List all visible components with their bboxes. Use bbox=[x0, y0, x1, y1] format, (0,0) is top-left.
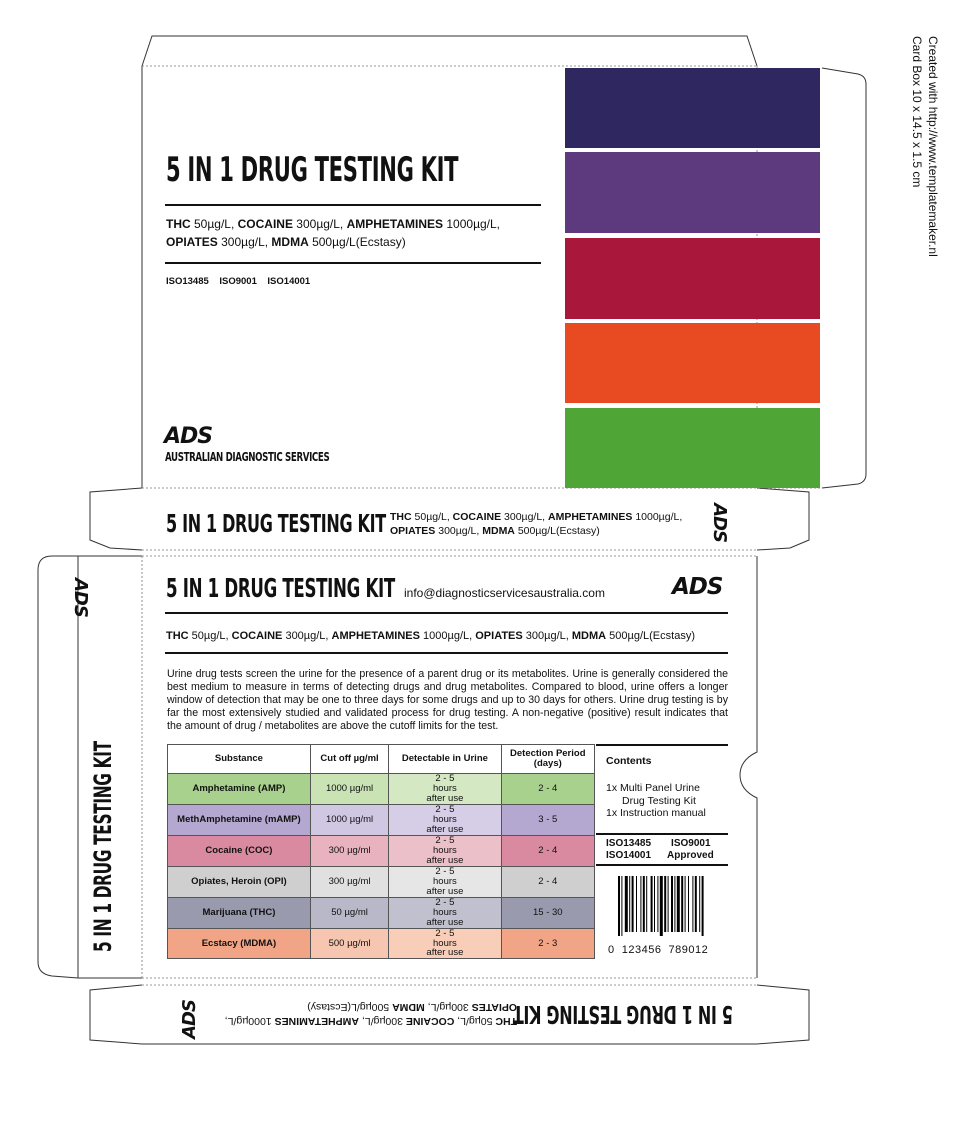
color-swatch-5 bbox=[565, 408, 820, 488]
back-description: Urine drug tests screen the urine for the presence of a parent drug or its metabolites. Urine is generally considered the best medium to measure in terms of detecting drugs and drug metabolites. Compared to blood, urine offers a longer window of detection that may be one to three days for some drugs and up to 30 days for others. Urine drug testing is by far the most extensively studied and validated process for drug testing. A non-negative (positive) result indicates that the amount of drug / metabolites are above the cutoff limits for the test. bbox=[167, 668, 728, 732]
front-cut-coc-value: 300µg/L, bbox=[292, 217, 347, 231]
iso-a: ISO13485 bbox=[606, 838, 652, 849]
substance-cell: Amphetamine (AMP) bbox=[168, 774, 311, 805]
barcode-bar bbox=[629, 876, 630, 932]
front-brand-logo: ADS bbox=[164, 424, 213, 449]
detectable-cell: 2 - 5 hours after use bbox=[389, 835, 501, 866]
back-cut-mdma-value: 500µg/L(Ecstasy) bbox=[606, 630, 695, 642]
barcode-bar bbox=[625, 876, 628, 932]
drug-table-row bbox=[168, 928, 595, 959]
topflap-thc-name: THC bbox=[390, 511, 412, 523]
barcode-bar bbox=[657, 876, 658, 932]
topflap-amp-value: 1000µg/L, bbox=[632, 511, 683, 523]
cutoff-cell: 1000 µg/ml bbox=[310, 774, 388, 805]
topflap-mdma-value: 500µg/L(Ecstasy) bbox=[514, 525, 600, 538]
front-cutoffs-line2 bbox=[166, 233, 500, 251]
back-cut-amp-value: 1000µg/L, bbox=[419, 630, 476, 642]
bottomflap-line1 bbox=[225, 1014, 517, 1028]
contents-list bbox=[606, 782, 706, 820]
back-title: 5 IN 1 DRUG TESTING KIT bbox=[166, 574, 395, 604]
period-cell: 2 - 4 bbox=[501, 835, 594, 866]
back-cut-mdma-name: MDMA bbox=[571, 630, 607, 642]
barcode-bar bbox=[677, 876, 680, 932]
bottomflap-opi-value: 300µg/L, bbox=[424, 1000, 472, 1013]
barcode-bar bbox=[699, 876, 700, 932]
side-logo: ADS bbox=[70, 578, 91, 617]
barcode-bar bbox=[668, 876, 669, 932]
front-cutoffs bbox=[166, 215, 500, 251]
front-cut-amp-value: 1000µg/L, bbox=[443, 217, 501, 231]
substance-cell: Cocaine (COC) bbox=[168, 835, 311, 866]
barcode-bar bbox=[681, 876, 683, 932]
period-cell: 15 - 30 bbox=[501, 897, 594, 928]
cutoff-cell: 50 µg/ml bbox=[310, 897, 388, 928]
back-cut-opi-name: OPIATES bbox=[475, 630, 523, 642]
bottomflap-title: 5 IN 1 DRUG TESTING KIT bbox=[513, 1000, 733, 1029]
detectable-cell: 2 - 5 hours after use bbox=[389, 804, 501, 835]
back-logo: ADS bbox=[672, 574, 723, 600]
bottomflap-mdma-value: 500µg/L(Ecstasy) bbox=[307, 1000, 393, 1013]
front-cert-3: ISO14001 bbox=[267, 276, 311, 287]
cutoff-cell: 300 µg/ml bbox=[310, 866, 388, 897]
substance-cell: Opiates, Heroin (OPI) bbox=[168, 866, 311, 897]
topflap-opi-value: 300µg/L, bbox=[435, 525, 483, 538]
back-cut-coc-name: COCAINE bbox=[231, 630, 283, 642]
contents-rule-top bbox=[596, 744, 728, 746]
watermark bbox=[909, 36, 940, 257]
back-cut-opi-value: 300µg/L, bbox=[522, 630, 572, 642]
barcode-bar bbox=[702, 876, 704, 936]
contents-rule-bottom bbox=[596, 864, 728, 866]
front-cut-thc-name: THC bbox=[166, 217, 191, 231]
topflap-mdma-name: MDMA bbox=[482, 525, 515, 538]
barcode-bar bbox=[640, 876, 641, 932]
back-rule-2 bbox=[165, 652, 728, 654]
front-cut-mdma-value: 500µg/L(Ecstasy) bbox=[308, 235, 406, 249]
bottomflap-opi-name: OPIATES bbox=[471, 1000, 517, 1013]
barcode-bar bbox=[664, 876, 666, 932]
drug-table bbox=[167, 744, 595, 959]
period-cell: 3 - 5 bbox=[501, 804, 594, 835]
watermark-line1: Created with http://www.templatemaker.nl bbox=[926, 36, 940, 257]
bottomflap-logo: ADS bbox=[179, 1000, 201, 1039]
contents-rule-mid bbox=[596, 833, 728, 835]
barcode-bar bbox=[646, 876, 647, 932]
cutoff-cell: 1000 µg/ml bbox=[310, 804, 388, 835]
barcode-bar bbox=[618, 876, 620, 936]
contents-item-1: 1x Multi Panel Urine bbox=[606, 782, 700, 794]
topflap-line2 bbox=[390, 524, 682, 538]
period-cell: 2 - 4 bbox=[501, 774, 594, 805]
substance-cell: Marijuana (THC) bbox=[168, 897, 311, 928]
back-cut-coc-value: 300µg/L, bbox=[282, 630, 332, 642]
header-detectable: Detectable in Urine bbox=[389, 745, 501, 774]
topflap-thc-value: 50µg/L, bbox=[411, 511, 453, 523]
front-cutoffs-line1 bbox=[166, 215, 500, 233]
period-cell: 2 - 3 bbox=[501, 928, 594, 959]
topflap-cutoffs bbox=[390, 510, 682, 538]
barcode bbox=[618, 876, 722, 936]
bottomflap-line2 bbox=[225, 1000, 517, 1014]
front-cut-opi-value: 300µg/L, bbox=[217, 235, 272, 249]
color-swatch-1 bbox=[565, 68, 820, 148]
back-cut-thc-name: THC bbox=[166, 630, 189, 642]
substance-cell: MethAmphetamine (mAMP) bbox=[168, 804, 311, 835]
bottomflap-cutoffs bbox=[225, 1000, 517, 1028]
header-substance: Substance bbox=[168, 745, 311, 774]
front-title: 5 IN 1 DRUG TESTING KIT bbox=[166, 150, 459, 190]
barcode-bar bbox=[685, 876, 686, 932]
bottomflap-coc-name: COCAINE bbox=[405, 1015, 455, 1027]
drug-table-header-row bbox=[168, 745, 595, 774]
side-title: 5 IN 1 DRUG TESTING KIT bbox=[89, 741, 117, 952]
iso-c: ISO14001 bbox=[606, 849, 652, 861]
front-brand-name: AUSTRALIAN DIAGNOSTIC SERVICES bbox=[165, 450, 330, 464]
barcode-bar bbox=[654, 876, 655, 932]
topflap-coc-name: COCAINE bbox=[452, 511, 502, 523]
color-swatch-4 bbox=[565, 323, 820, 403]
period-cell: 2 - 4 bbox=[501, 866, 594, 897]
color-swatch-3 bbox=[565, 238, 820, 319]
watermark-line2: Card Box 10 x 14.5 x 1.5 cm bbox=[910, 36, 925, 188]
front-rule-bottom bbox=[165, 262, 541, 264]
bottomflap-mdma-name: MDMA bbox=[392, 1000, 425, 1013]
contents-title: Contents bbox=[606, 755, 652, 767]
barcode-bar bbox=[671, 876, 673, 932]
cutoff-cell: 500 µg/ml bbox=[310, 928, 388, 959]
iso-row-1 bbox=[606, 838, 714, 850]
contents-item-2: Drug Testing Kit bbox=[622, 794, 696, 807]
barcode-number: 0 123456 789012 bbox=[608, 944, 709, 956]
drug-table-row bbox=[168, 866, 595, 897]
front-cut-coc-name: COCAINE bbox=[237, 217, 293, 231]
barcode-bar bbox=[632, 876, 634, 932]
front-cut-mdma-name: MDMA bbox=[271, 235, 309, 249]
barcode-bar bbox=[674, 876, 675, 932]
barcode-bar bbox=[695, 876, 697, 932]
bottomflap-thc-value: 50µg/L, bbox=[454, 1015, 496, 1027]
header-cutoff: Cut off µg/ml bbox=[310, 745, 388, 774]
detectable-cell: 2 - 5 hours after use bbox=[389, 897, 501, 928]
front-cut-amp-name: AMPHETAMINES bbox=[346, 217, 444, 231]
detectable-cell: 2 - 5 hours after use bbox=[389, 928, 501, 959]
iso-row-2 bbox=[606, 850, 714, 862]
topflap-title: 5 IN 1 DRUG TESTING KIT bbox=[166, 509, 386, 538]
bottomflap-thc-name: THC bbox=[495, 1015, 517, 1027]
barcode-bar bbox=[660, 876, 663, 936]
iso-d: Approved bbox=[667, 849, 714, 861]
front-cut-opi-name: OPIATES bbox=[166, 235, 218, 249]
bottomflap-amp-value: 1000µg/L, bbox=[224, 1015, 275, 1027]
front-cert-2: ISO9001 bbox=[219, 276, 257, 287]
barcode-bar bbox=[636, 876, 637, 932]
front-certifications bbox=[166, 276, 310, 287]
contents-item-3: 1x Instruction manual bbox=[606, 807, 706, 820]
drug-table-row bbox=[168, 835, 595, 866]
iso-block bbox=[606, 838, 714, 861]
front-cut-thc-value: 50µg/L, bbox=[190, 217, 238, 231]
detectable-cell: 2 - 5 hours after use bbox=[389, 774, 501, 805]
topflap-coc-value: 300µg/L, bbox=[501, 511, 549, 523]
drug-table-row bbox=[168, 804, 595, 835]
barcode-bar bbox=[651, 876, 653, 932]
back-cut-amp-name: AMPHETAMINES bbox=[331, 630, 420, 642]
drug-table-row bbox=[168, 774, 595, 805]
back-email: info@diagnosticservicesaustralia.com bbox=[404, 586, 605, 600]
cutoff-cell: 300 µg/ml bbox=[310, 835, 388, 866]
back-cut-thc-value: 50µg/L, bbox=[188, 630, 232, 642]
color-swatch-2 bbox=[565, 152, 820, 233]
drug-table-row bbox=[168, 897, 595, 928]
barcode-bar bbox=[621, 876, 622, 936]
topflap-line1 bbox=[390, 510, 682, 524]
back-cutoffs bbox=[166, 630, 695, 642]
barcode-bar bbox=[692, 876, 693, 932]
bottomflap bbox=[142, 985, 757, 1044]
back-rule-1 bbox=[165, 612, 728, 614]
header-period: Detection Period (days) bbox=[501, 745, 594, 774]
topflap-logo: ADS bbox=[708, 503, 730, 542]
front-rule-top bbox=[165, 204, 541, 206]
bottomflap-coc-value: 300µg/L, bbox=[358, 1015, 406, 1027]
iso-b: ISO9001 bbox=[671, 838, 711, 849]
bottomflap-amp-name: AMPHETAMINES bbox=[274, 1015, 359, 1027]
topflap-amp-name: AMPHETAMINES bbox=[548, 511, 633, 523]
detectable-cell: 2 - 5 hours after use bbox=[389, 866, 501, 897]
barcode-bar bbox=[688, 876, 689, 932]
substance-cell: Ecstacy (MDMA) bbox=[168, 928, 311, 959]
front-cert-1: ISO13485 bbox=[166, 276, 209, 287]
topflap-opi-name: OPIATES bbox=[390, 525, 436, 538]
barcode-bar bbox=[643, 876, 645, 932]
